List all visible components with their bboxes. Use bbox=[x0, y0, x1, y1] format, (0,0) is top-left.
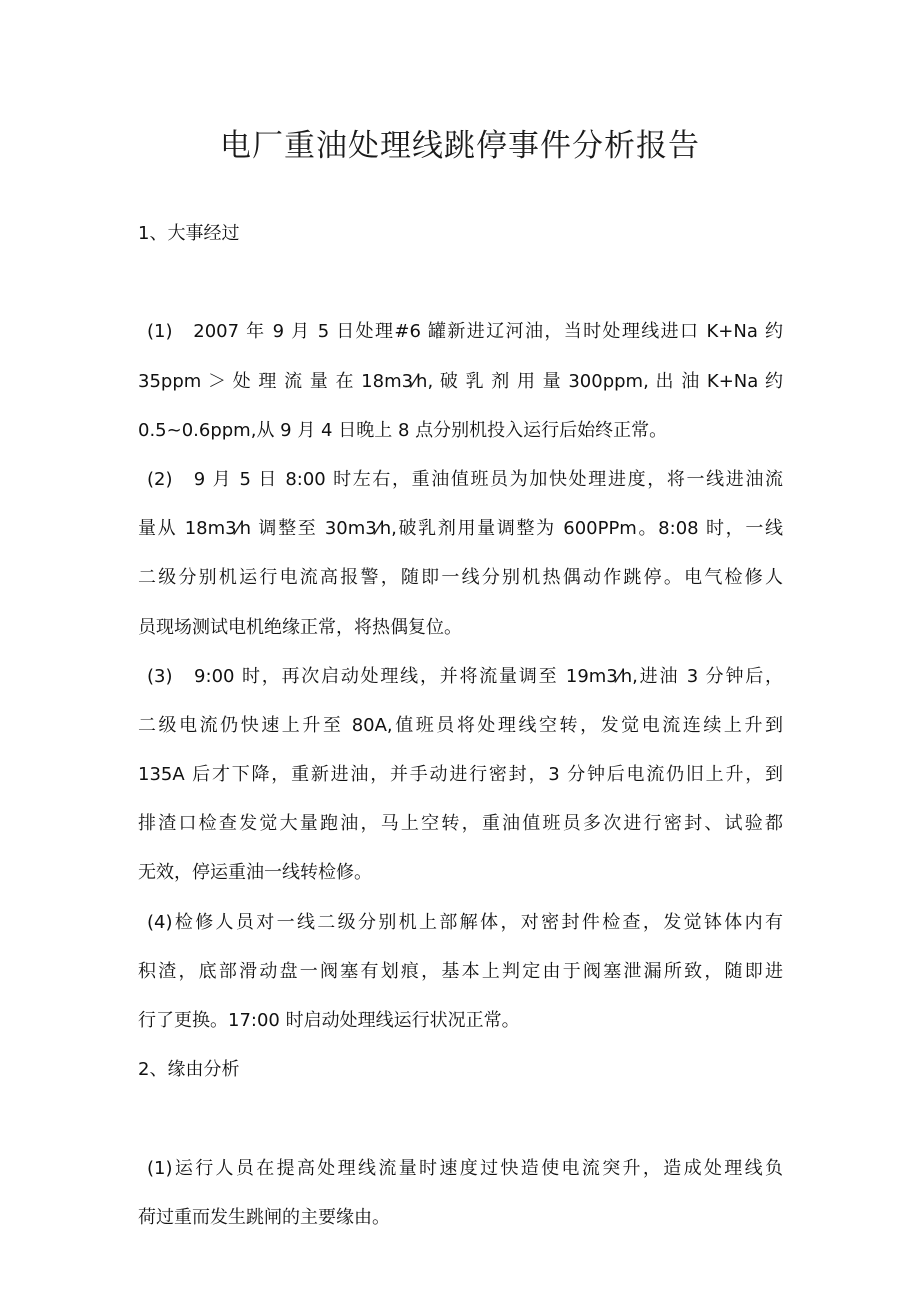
paragraph-3-line-4: 排渣口检查发觉大量跑油，马上空转，重油值班员多次进行密封、试验都 bbox=[138, 813, 783, 835]
paragraph-1-line-2: 35ppm ＞ 处 理 流 量 在 18m3⁄h, 破 乳 剂 用 量 300ppm, 出 油 K+Na 约 bbox=[138, 370, 783, 392]
paragraph-2-line-3: 二级分别机运行电流高报警，随即一线分别机热偶动作跳停。电气检修人 bbox=[138, 567, 783, 589]
paragraph-1-line-3: 0.5~0.6ppm,从 9 月 4 日晚上 8 点分别机投入运行后始终正常。 bbox=[138, 419, 668, 441]
paragraph-2-line-4: 员现场测试电机绝缘正常，将热偶复位。 bbox=[138, 616, 462, 638]
section-heading-events: 1、大事经过 bbox=[138, 223, 240, 244]
document-body bbox=[138, 209, 783, 1242]
paragraph-3-line-5: 无效，停运重油一线转检修。 bbox=[138, 862, 372, 884]
section-heading-causes: 2、缘由分析 bbox=[138, 1059, 240, 1081]
paragraph-3-line-1: (3) 9:00 时，再次启动处理线，并将流量调至 19m3⁄h,进油 3 分钟后， bbox=[147, 665, 783, 687]
paragraph-2-line-1: (2) 9 月 5 日 8:00 时左右，重油值班员为加快处理进度，将一线进油流 bbox=[147, 468, 783, 490]
blank-line bbox=[138, 258, 783, 307]
paragraph-4-line-1: (4)检修人员对一线二级分别机上部解体，对密封件检查，发觉钵体内有 bbox=[147, 911, 783, 933]
paragraph-1-line-1: (1) 2007 年 9 月 5 日处理#6 罐新进辽河油，当时处理线进口 K+Na 约 bbox=[147, 321, 783, 343]
cause-1-line-2: 荷过重而发生跳闸的主要缘由。 bbox=[138, 1206, 390, 1228]
paragraph-3-line-2: 二级电流仍快速上升至 80A,值班员将处理线空转，发觉电流连续上升到 bbox=[138, 714, 783, 736]
blank-line bbox=[138, 1094, 783, 1143]
paragraph-4-line-3: 行了更换。17:00 时启动处理线运行状况正常。 bbox=[138, 1010, 520, 1031]
document-title: 电厂重油处理线跳停事件分析报告 bbox=[220, 128, 700, 164]
paragraph-4-line-2: 积渣，底部滑动盘一阀塞有划痕，基本上判定由于阀塞泄漏所致，随即进 bbox=[138, 960, 783, 982]
cause-1-line-1: (1)运行人员在提高处理线流量时速度过快造使电流突升，造成处理线负 bbox=[147, 1157, 783, 1179]
paragraph-3-line-3: 135A 后才下降，重新进油，并手动进行密封，3 分钟后电流仍旧上升，到 bbox=[138, 764, 783, 786]
paragraph-2-line-2: 量从 18m3⁄h 调整至 30m3⁄h,破乳剂用量调整为 600PPm。8:08 时，一线 bbox=[138, 518, 783, 540]
